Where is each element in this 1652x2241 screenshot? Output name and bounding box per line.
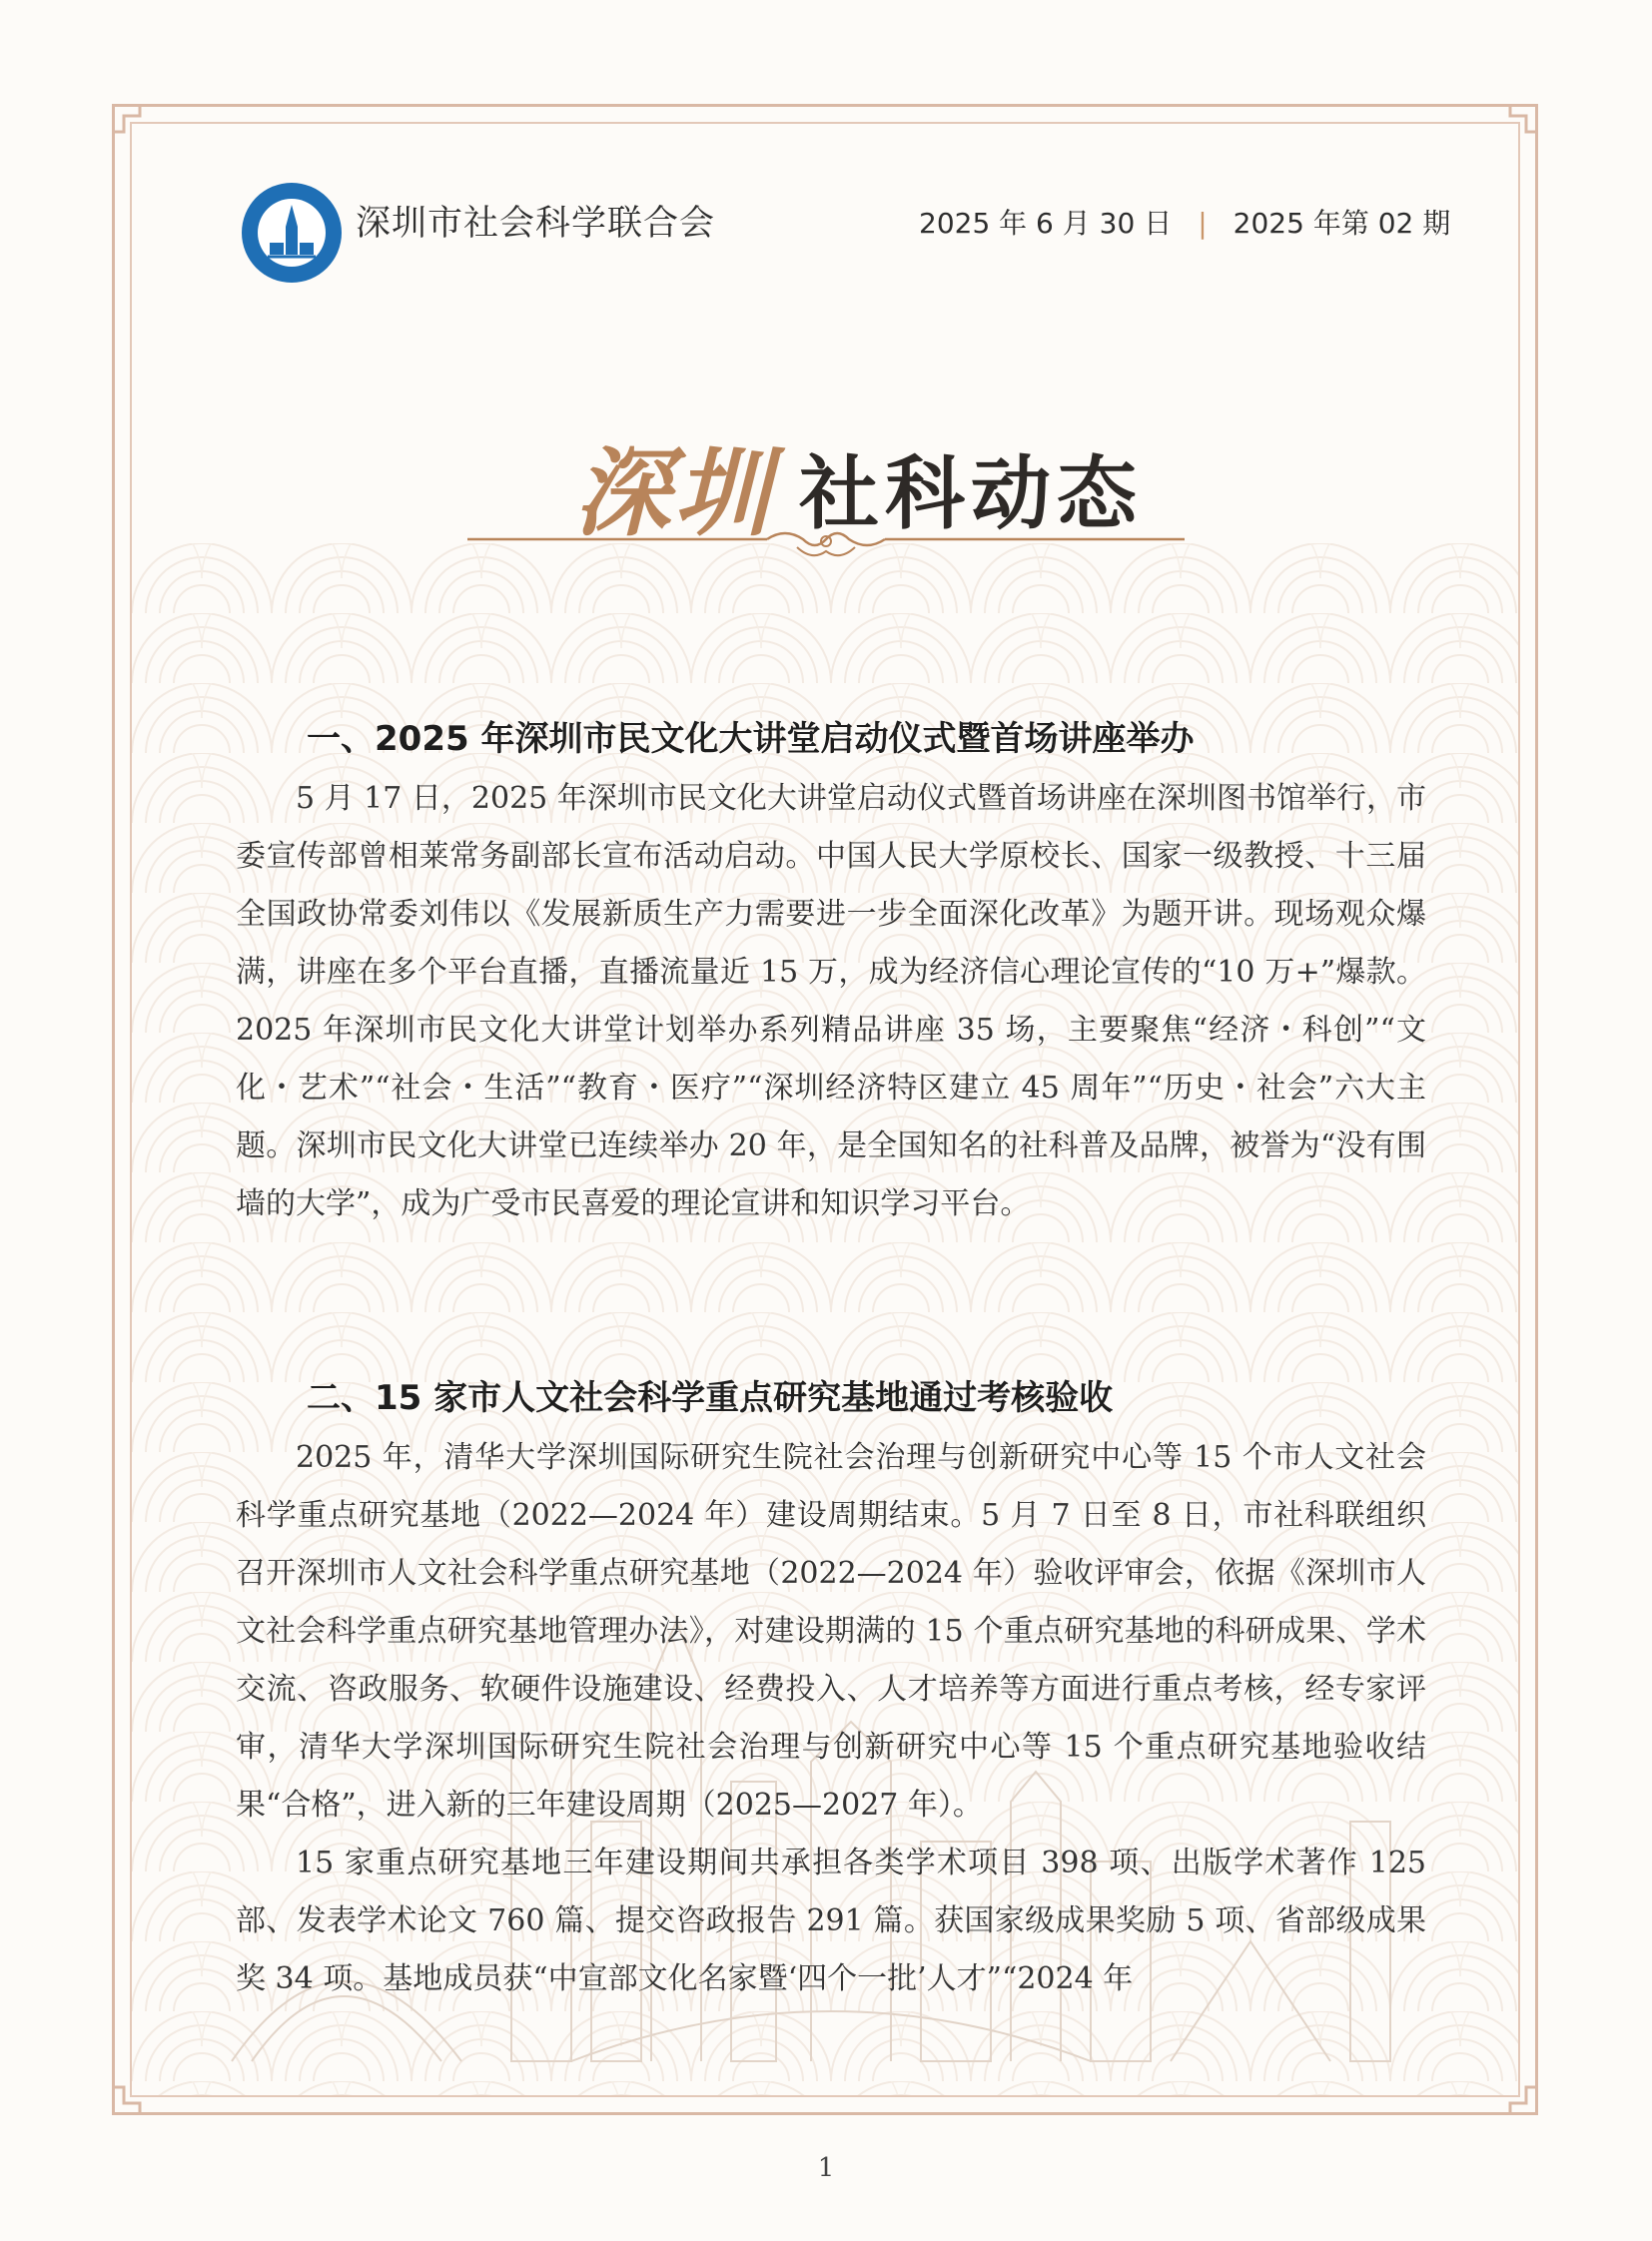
org-name: 深圳市社会科学联合会 xyxy=(356,204,716,244)
org-logo-icon xyxy=(240,181,344,285)
issue-date: 2025 年 6 月 30 日 xyxy=(919,207,1173,240)
issue-separator: | xyxy=(1198,207,1208,240)
section-paragraph: 15 家重点研究基地三年建设期间共承担各类学术项目 398 项、出版学术著作 125 部、发表学术论文 760 篇、提交咨政报告 291 篇。获国家级成果奖励 5 项、省部级成果奖 34 项。基地成员获“中宣部文化名家暨‘四个一批’人才”“2024 年 xyxy=(236,1846,1426,1996)
section-heading: 一、2025 年深圳市民文化大讲堂启动仪式暨首场讲座举办 xyxy=(307,719,1195,759)
issue-info xyxy=(919,202,1450,242)
issue-number: 2025 年第 02 期 xyxy=(1233,207,1451,240)
masthead-ornament-divider xyxy=(467,523,1185,563)
section-paragraph: 2025 年，清华大学深圳国际研究生院社会治理与创新研究中心等 15 个市人文社会科学重点研究基地（2022—2024 年）建设周期结束。5 月 7 日至 8 日，市社科联组织召开深圳市人文社会科学重点研究基地（2022—2024 年）验收评审会，依据《深圳市人文社会科学重点研究基地管理办法》，对建设期满的 15 个重点研究基地的科研成果、学术交流、咨政服务、软硬件设施建设、经费投入、人才培养等方面进行重点考核，经专家评审，清华大学深圳国际研究生院社会治理与创新研究中心等 15 个重点研究基地验收结果“合格”，进入新的三年建设周期（2025—2027 年）。 xyxy=(236,1440,1426,1823)
masthead-title-calligraphy: 深圳 xyxy=(574,436,774,549)
section-paragraph: 5 月 17 日，2025 年深圳市民文化大讲堂启动仪式暨首场讲座在深圳图书馆举行，市委宣传部曾相莱常务副部长宣布活动启动。中国人民大学原校长、国家一级教授、十三届全国政协常委刘伟以《发展新质生产力需要进一步全面深化改革》为题开讲。现场观众爆满，讲座在多个平台直播，直播流量近 15 万，成为经济信心理论宣传的“10 万+”爆款。2025 年深圳市民文化大讲堂计划举办系列精品讲座 35 场，主要聚焦“经济・科创”“文化・艺术”“社会・生活”“教育・医疗”“深圳经济特区建立 45 周年”“历史・社会”六大主题。深圳市民文化大讲堂已连续举办 20 年，是全国知名的社科普及品牌，被誉为“没有围墙的大学”，成为广受市民喜爱的理论宣讲和知识学习平台。 xyxy=(236,781,1426,1221)
masthead-title: 社科动态 xyxy=(799,446,1143,540)
page-number: 1 xyxy=(817,2153,835,2183)
corner-ornament-icon xyxy=(112,2075,152,2115)
corner-ornament-icon xyxy=(112,104,152,144)
corner-ornament-icon xyxy=(1498,2075,1538,2115)
corner-ornament-icon xyxy=(1498,104,1538,144)
section-heading: 二、15 家市人文社会科学重点研究基地通过考核验收 xyxy=(307,1378,1114,1418)
